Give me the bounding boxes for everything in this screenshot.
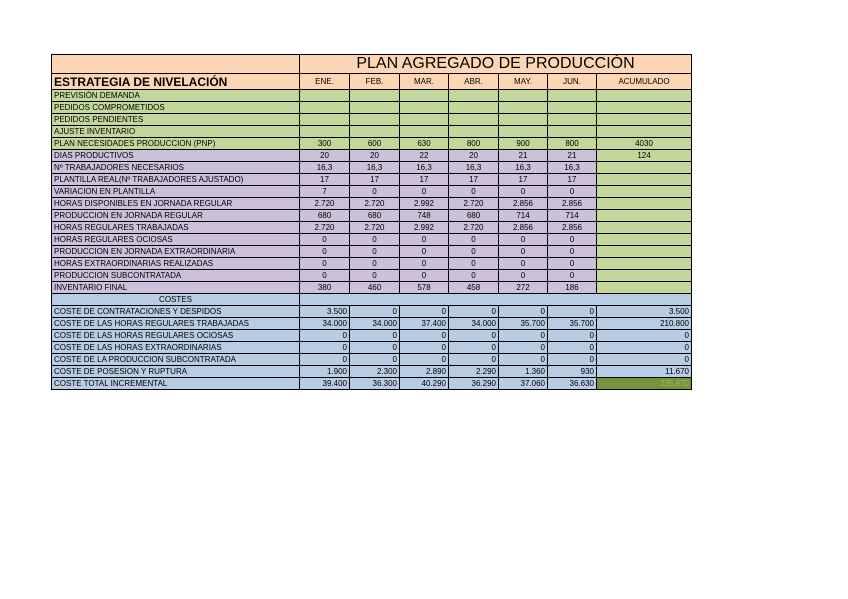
month-value: 0: [350, 258, 400, 270]
cost-value: 0: [300, 330, 350, 342]
month-value: 16,3: [449, 162, 499, 174]
month-value: 0: [300, 234, 350, 246]
cost-value: 1.900: [300, 366, 350, 378]
cumulative-value: [597, 282, 692, 294]
cost-value: 39.400: [300, 378, 350, 390]
cost-row: [52, 342, 692, 354]
month-value: [400, 102, 449, 114]
cumulative-value: [597, 270, 692, 282]
cumulative-value: [597, 162, 692, 174]
total-cumulative-value: 225.970: [597, 378, 692, 390]
cost-value: 36.300: [350, 378, 400, 390]
month-value: 714: [548, 210, 597, 222]
month-value: [499, 114, 548, 126]
month-value: 800: [548, 138, 597, 150]
month-value: [300, 114, 350, 126]
month-value: 0: [350, 270, 400, 282]
month-value: 458: [449, 282, 499, 294]
month-value: 2.720: [350, 198, 400, 210]
cost-value: 0: [300, 354, 350, 366]
cost-value: 34.000: [350, 318, 400, 330]
month-value: 0: [300, 258, 350, 270]
cost-value: 0: [449, 330, 499, 342]
month-value: 0: [499, 186, 548, 198]
month-value: 0: [300, 246, 350, 258]
row-label: PRODUCCION SUBCONTRATADA: [52, 270, 300, 282]
cumulative-value: [597, 222, 692, 234]
cumulative-value: [597, 186, 692, 198]
cumulative-value: [597, 174, 692, 186]
month-value: [548, 114, 597, 126]
month-value: 600: [350, 138, 400, 150]
cost-value: 0: [499, 330, 548, 342]
month-value: 17: [449, 174, 499, 186]
cumulative-value: 4030: [597, 138, 692, 150]
cost-cumulative-value: 3.500: [597, 306, 692, 318]
cost-value: 2.890: [400, 366, 449, 378]
cost-value: 0: [548, 306, 597, 318]
month-value: 0: [548, 246, 597, 258]
month-value: 300: [300, 138, 350, 150]
month-value: 0: [400, 258, 449, 270]
row-label: PLAN NECESIDADES PRODUCCION (PNP): [52, 138, 300, 150]
cost-cumulative-value: 11.670: [597, 366, 692, 378]
month-value: 16,3: [350, 162, 400, 174]
cumulative-value: [597, 114, 692, 126]
month-value: 2.856: [499, 198, 548, 210]
month-value: 630: [400, 138, 449, 150]
month-value: 460: [350, 282, 400, 294]
month-value: 2.856: [548, 222, 597, 234]
sheet-title: PLAN AGREGADO DE PRODUCCIÓN: [300, 55, 692, 74]
month-value: 20: [350, 150, 400, 162]
month-value: [300, 90, 350, 102]
cumulative-value: [597, 210, 692, 222]
month-value: 0: [449, 234, 499, 246]
plan-row: [52, 162, 692, 174]
month-value: 16,3: [400, 162, 449, 174]
month-value: [449, 90, 499, 102]
plan-row: [52, 174, 692, 186]
cost-value: 0: [449, 342, 499, 354]
month-value: [548, 126, 597, 138]
month-header: JUN.: [548, 74, 597, 90]
month-header: MAR.: [400, 74, 449, 90]
cost-cumulative-value: 0: [597, 330, 692, 342]
plan-row: [52, 102, 692, 114]
month-value: 0: [350, 246, 400, 258]
month-value: 0: [548, 234, 597, 246]
cost-value: 36.290: [449, 378, 499, 390]
cost-value: 1.360: [499, 366, 548, 378]
plan-row: [52, 234, 692, 246]
cumulative-value: [597, 234, 692, 246]
strategy-label: ESTRATEGIA DE NIVELACIÓN: [52, 74, 300, 90]
row-label: PEDIDOS COMPROMETIDOS: [52, 102, 300, 114]
month-value: 0: [400, 234, 449, 246]
cost-label: COSTE DE LAS HORAS REGULARES OCIOSAS: [52, 330, 300, 342]
month-value: 2.856: [499, 222, 548, 234]
month-value: 17: [548, 174, 597, 186]
cost-row: [52, 318, 692, 330]
month-value: [350, 90, 400, 102]
month-value: 7: [300, 186, 350, 198]
month-value: 0: [449, 270, 499, 282]
cost-label: COSTE DE LAS HORAS EXTRAORDINARIAS: [52, 342, 300, 354]
row-label: Nº TRABAJADORES NECESARIOS: [52, 162, 300, 174]
month-value: 0: [449, 258, 499, 270]
plan-row: [52, 126, 692, 138]
month-value: 16,3: [548, 162, 597, 174]
month-value: 0: [400, 270, 449, 282]
month-value: 0: [548, 258, 597, 270]
row-label: HORAS DISPONIBLES EN JORNADA REGULAR: [52, 198, 300, 210]
cost-value: 0: [350, 342, 400, 354]
month-value: 21: [499, 150, 548, 162]
month-value: 714: [499, 210, 548, 222]
row-label: PEDIDOS PENDIENTES: [52, 114, 300, 126]
month-value: 0: [350, 186, 400, 198]
month-value: [350, 114, 400, 126]
month-value: 17: [400, 174, 449, 186]
cost-value: 0: [499, 354, 548, 366]
month-value: [300, 102, 350, 114]
cost-cumulative-value: 0: [597, 354, 692, 366]
cost-value: 0: [548, 342, 597, 354]
cost-label: COSTE DE POSESION Y RUPTURA: [52, 366, 300, 378]
month-value: 0: [499, 258, 548, 270]
cost-value: 0: [350, 330, 400, 342]
plan-row: [52, 186, 692, 198]
plan-row: [52, 282, 692, 294]
month-header: ENE.: [300, 74, 350, 90]
month-value: 900: [499, 138, 548, 150]
row-label: PREVISIÓN DEMANDA: [52, 90, 300, 102]
cumulative-value: [597, 126, 692, 138]
plan-row: [52, 114, 692, 126]
month-header: MAY.: [499, 74, 548, 90]
plan-row: [52, 210, 692, 222]
month-value: 272: [499, 282, 548, 294]
plan-row: [52, 270, 692, 282]
row-label: INVENTARIO FINAL: [52, 282, 300, 294]
plan-row: [52, 222, 692, 234]
cost-value: 35.700: [548, 318, 597, 330]
row-label: HORAS REGULARES TRABAJADAS: [52, 222, 300, 234]
cost-value: 0: [400, 354, 449, 366]
month-value: 17: [300, 174, 350, 186]
month-value: 680: [350, 210, 400, 222]
row-label: PRODUCCION EN JORNADA REGULAR: [52, 210, 300, 222]
cumulative-value: [597, 246, 692, 258]
month-value: 0: [449, 186, 499, 198]
month-value: [548, 102, 597, 114]
plan-row: [52, 246, 692, 258]
cost-row: [52, 378, 692, 390]
plan-row: [52, 138, 692, 150]
month-value: 2.720: [300, 198, 350, 210]
month-value: 0: [548, 270, 597, 282]
month-value: [350, 126, 400, 138]
month-value: [449, 126, 499, 138]
month-value: 0: [350, 234, 400, 246]
cost-value: 0: [400, 306, 449, 318]
cost-value: 2.290: [449, 366, 499, 378]
cumulative-value: [597, 198, 692, 210]
month-value: 20: [449, 150, 499, 162]
cost-value: 0: [350, 306, 400, 318]
costs-header-fill: [300, 294, 692, 306]
row-label: HORAS EXTRAORDINARIAS REALIZADAS: [52, 258, 300, 270]
month-value: 2.856: [548, 198, 597, 210]
cost-value: 0: [548, 354, 597, 366]
month-value: 186: [548, 282, 597, 294]
cost-value: 36.630: [548, 378, 597, 390]
month-value: [300, 126, 350, 138]
month-value: 22: [400, 150, 449, 162]
cost-value: 34.000: [449, 318, 499, 330]
row-label: PRODUCCION EN JORNADA EXTRAORDINARIA: [52, 246, 300, 258]
month-value: 16,3: [499, 162, 548, 174]
cost-value: 37.060: [499, 378, 548, 390]
month-value: [449, 102, 499, 114]
row-label: AJUSTE INVENTARIO: [52, 126, 300, 138]
month-value: [499, 102, 548, 114]
month-value: 578: [400, 282, 449, 294]
cost-row: [52, 306, 692, 318]
cost-label: COSTE DE LAS HORAS REGULARES TRABAJADAS: [52, 318, 300, 330]
month-value: [400, 126, 449, 138]
cost-value: 2.300: [350, 366, 400, 378]
aggregate-production-plan-table: [51, 54, 692, 390]
row-label: DIAS PRODUCTIVOS: [52, 150, 300, 162]
cumulative-value: [597, 90, 692, 102]
plan-row: [52, 258, 692, 270]
month-value: 0: [300, 270, 350, 282]
cost-label: COSTE TOTAL INCREMENTAL: [52, 378, 300, 390]
month-value: 748: [400, 210, 449, 222]
row-label: HORAS REGULARES OCIOSAS: [52, 234, 300, 246]
title-row: [52, 55, 692, 74]
cost-row: [52, 330, 692, 342]
month-value: 2.720: [300, 222, 350, 234]
month-value: 0: [499, 246, 548, 258]
month-value: 21: [548, 150, 597, 162]
cost-value: 0: [400, 330, 449, 342]
cumulative-header: ACUMULADO: [597, 74, 692, 90]
cost-row: [52, 366, 692, 378]
cumulative-value: [597, 258, 692, 270]
row-label: PLANTILLA REAL(Nº TRABAJADORES AJUSTADO): [52, 174, 300, 186]
month-value: 2.720: [350, 222, 400, 234]
cost-value: 0: [548, 330, 597, 342]
month-value: 20: [300, 150, 350, 162]
month-header-row: [52, 74, 692, 90]
cost-value: 34.000: [300, 318, 350, 330]
month-value: 0: [400, 186, 449, 198]
cost-value: 37.400: [400, 318, 449, 330]
cost-value: 0: [499, 306, 548, 318]
month-value: [548, 90, 597, 102]
month-value: 680: [300, 210, 350, 222]
month-value: 380: [300, 282, 350, 294]
cost-value: 0: [449, 354, 499, 366]
month-value: [350, 102, 400, 114]
month-value: [499, 126, 548, 138]
cost-value: 930: [548, 366, 597, 378]
cumulative-value: [597, 102, 692, 114]
costs-header: COSTES: [52, 294, 300, 306]
costs-header-row: [52, 294, 692, 306]
cost-label: COSTE DE LA PRODUCCION SUBCONTRATADA: [52, 354, 300, 366]
plan-row: [52, 198, 692, 210]
cost-cumulative-value: 0: [597, 342, 692, 354]
month-value: 17: [499, 174, 548, 186]
month-value: 2.992: [400, 222, 449, 234]
month-value: 2.720: [449, 222, 499, 234]
month-value: 0: [499, 270, 548, 282]
cost-value: 40.290: [400, 378, 449, 390]
month-value: [400, 114, 449, 126]
cost-value: 35.700: [499, 318, 548, 330]
month-value: 2.720: [449, 198, 499, 210]
month-value: 0: [400, 246, 449, 258]
cumulative-value: 124: [597, 150, 692, 162]
cost-value: 0: [300, 342, 350, 354]
cost-row: [52, 354, 692, 366]
month-value: 680: [449, 210, 499, 222]
month-value: 0: [449, 246, 499, 258]
plan-row: [52, 150, 692, 162]
month-value: 0: [499, 234, 548, 246]
plan-row: [52, 90, 692, 102]
cost-value: 3.500: [300, 306, 350, 318]
month-value: 17: [350, 174, 400, 186]
cost-value: 0: [449, 306, 499, 318]
month-value: [499, 90, 548, 102]
month-value: 2.992: [400, 198, 449, 210]
row-label: VARIACION EN PLANTILLA: [52, 186, 300, 198]
cost-value: 0: [350, 354, 400, 366]
month-value: 16,3: [300, 162, 350, 174]
month-value: [449, 114, 499, 126]
cost-cumulative-value: 210.800: [597, 318, 692, 330]
month-value: 800: [449, 138, 499, 150]
month-value: [400, 90, 449, 102]
cost-label: COSTE DE CONTRATACIONES Y DESPIDOS: [52, 306, 300, 318]
month-header: FEB.: [350, 74, 400, 90]
top-left-cell: [52, 55, 300, 74]
month-header: ABR.: [449, 74, 499, 90]
month-value: 0: [548, 186, 597, 198]
cost-value: 0: [499, 342, 548, 354]
cost-value: 0: [400, 342, 449, 354]
